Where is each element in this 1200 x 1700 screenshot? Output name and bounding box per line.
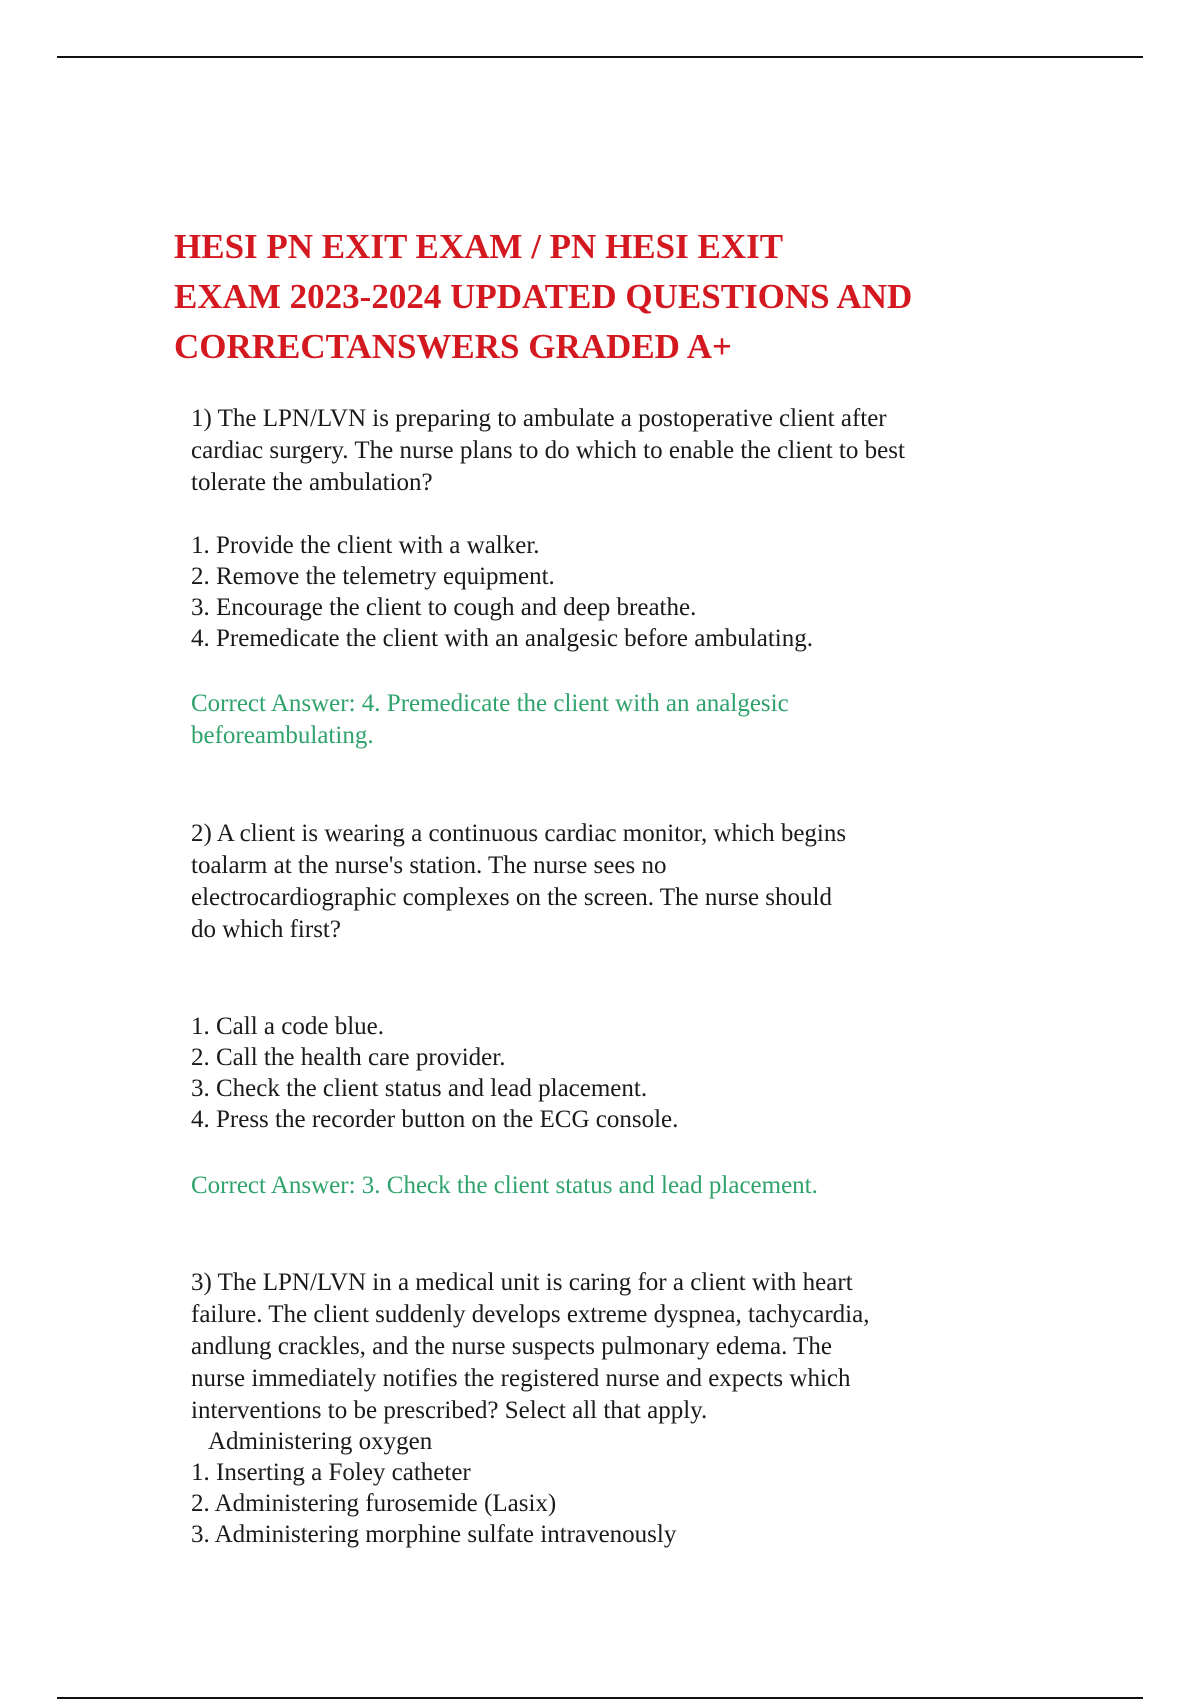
question-2-stem-line: electrocardiographic complexes on the screen. The nurse should xyxy=(191,884,832,911)
question-1-stem-line: tolerate the ambulation? xyxy=(191,469,433,496)
question-2-stem-line: 2) A client is wearing a continuous cardiac monitor, which begins xyxy=(191,820,847,847)
question-1-answer-line: beforeambulating. xyxy=(191,722,374,749)
question-3-stem xyxy=(191,1267,1071,1427)
question-2-option: 2. Call the health care provider. xyxy=(191,1044,506,1071)
question-3-stem-line: nurse immediately notifies the registered nurse and expects which xyxy=(191,1365,851,1392)
bottom-rule xyxy=(57,1697,1143,1699)
question-3-stem-line: failure. The client suddenly develops extreme dyspnea, tachycardia, xyxy=(191,1301,870,1328)
question-1-answer-line: Correct Answer: 4. Premedicate the client with an analgesic xyxy=(191,690,789,717)
question-1-stem-line: cardiac surgery. The nurse plans to do which to enable the client to best xyxy=(191,437,905,464)
title-line: CORRECTANSWERS GRADED A+ xyxy=(174,327,732,366)
question-3-option: 2. Administering furosemide (Lasix) xyxy=(191,1490,557,1517)
question-1-stem xyxy=(191,403,1071,499)
question-2-option: 3. Check the client status and lead placement. xyxy=(191,1075,648,1102)
question-1-options xyxy=(191,530,1071,654)
top-rule xyxy=(57,56,1143,58)
question-3-options xyxy=(191,1426,1071,1550)
question-2-stem xyxy=(191,818,1071,946)
question-1-option: 1. Provide the client with a walker. xyxy=(191,532,540,559)
question-2-answer-line: Correct Answer: 3. Check the client status and lead placement. xyxy=(191,1172,818,1199)
question-1-option: 3. Encourage the client to cough and deep breathe. xyxy=(191,594,697,621)
question-2-option: 1. Call a code blue. xyxy=(191,1013,384,1040)
question-3-unnumbered-option: Administering oxygen xyxy=(208,1428,433,1455)
title-line: HESI PN EXIT EXAM / PN HESI EXIT xyxy=(174,227,784,266)
question-2-options xyxy=(191,1011,1071,1135)
question-1-option: 4. Premedicate the client with an analgesic before ambulating. xyxy=(191,625,813,652)
document-title xyxy=(174,222,1034,372)
question-3-option: 3. Administering morphine sulfate intravenously xyxy=(191,1521,677,1548)
question-3-option: 1. Inserting a Foley catheter xyxy=(191,1459,471,1486)
question-2-option: 4. Press the recorder button on the ECG console. xyxy=(191,1106,679,1133)
question-2-answer xyxy=(191,1170,1071,1202)
question-1-stem-line: 1) The LPN/LVN is preparing to ambulate a postoperative client after xyxy=(191,405,887,432)
question-2-stem-line: do which first? xyxy=(191,916,341,943)
question-2-stem-line: toalarm at the nurse's station. The nurse sees no xyxy=(191,852,667,879)
question-1-option: 2. Remove the telemetry equipment. xyxy=(191,563,555,590)
question-1-answer xyxy=(191,688,1071,752)
question-3-stem-line: interventions to be prescribed? Select all that apply. xyxy=(191,1397,708,1424)
title-line: EXAM 2023-2024 UPDATED QUESTIONS AND xyxy=(174,277,913,316)
question-3-stem-line: andlung crackles, and the nurse suspects pulmonary edema. The xyxy=(191,1333,833,1360)
question-3-stem-line: 3) The LPN/LVN in a medical unit is caring for a client with heart xyxy=(191,1269,853,1296)
